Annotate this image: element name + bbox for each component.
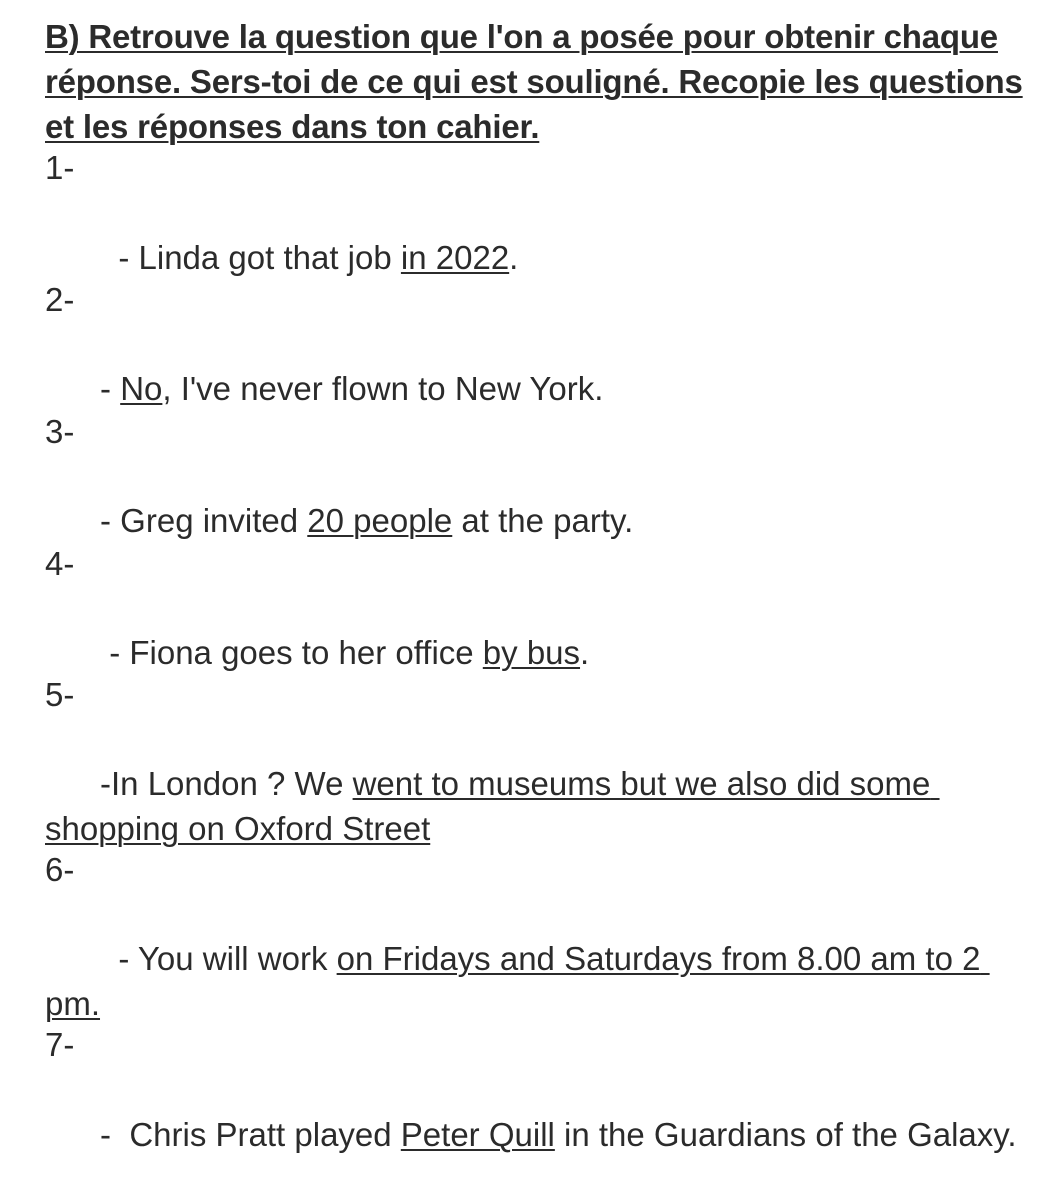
answer-text: -In London ? We: [81, 765, 353, 802]
answer-text: .: [580, 634, 590, 671]
answer-text: , I've never flown to New York.: [162, 370, 604, 407]
item-number-1: 1-: [45, 149, 75, 186]
underlined-answer-part: went to museums but we also did some shopping on Oxford Street: [45, 765, 940, 847]
answer-1: [45, 190, 1035, 325]
exercise-instructions: B) Retrouve la question que l'on a posée pour obtenir chaque réponse. Sers-toi de ce qui est souligné. Recopie les questions et les réponses dans ton cahier.: [45, 18, 1023, 145]
item-number-6: 6-: [45, 851, 75, 888]
answer-text: - Chris Pratt played: [81, 1116, 401, 1153]
answer-text: - Fiona goes to her office: [81, 634, 483, 671]
item-number-4: 4-: [45, 545, 75, 582]
answer-text: in the Guardians of the Galaxy.: [554, 1116, 1017, 1153]
underlined-answer-part: Peter Quill: [400, 1116, 555, 1153]
underlined-answer-part: 20 people: [307, 502, 453, 539]
item-number-2: 2-: [45, 281, 75, 318]
underlined-answer-part: by bus: [482, 634, 581, 671]
underlined-answer-part: in 2022: [400, 239, 510, 276]
answer-text: - You will work: [81, 940, 337, 977]
answer-2: [45, 321, 1035, 456]
answer-text: -: [81, 370, 121, 407]
answer-4: [45, 585, 1035, 720]
answer-7: [45, 1067, 1035, 1202]
underlined-answer-part: on Fridays and Saturdays from 8.00 am to 2 pm.: [45, 940, 990, 1022]
item-number-7: 7-: [45, 1026, 75, 1063]
answer-text: .: [509, 239, 519, 276]
item-number-3: 3-: [45, 413, 75, 450]
answer-6: [45, 891, 1035, 1071]
answer-3: [45, 453, 1035, 588]
item-number-5: 5-: [45, 676, 75, 713]
answer-5: [45, 716, 1035, 896]
answer-text: - Greg invited: [81, 502, 308, 539]
answer-text: - Linda got that job: [81, 239, 401, 276]
underlined-answer-part: No: [120, 370, 163, 407]
answer-text: at the party.: [452, 502, 634, 539]
